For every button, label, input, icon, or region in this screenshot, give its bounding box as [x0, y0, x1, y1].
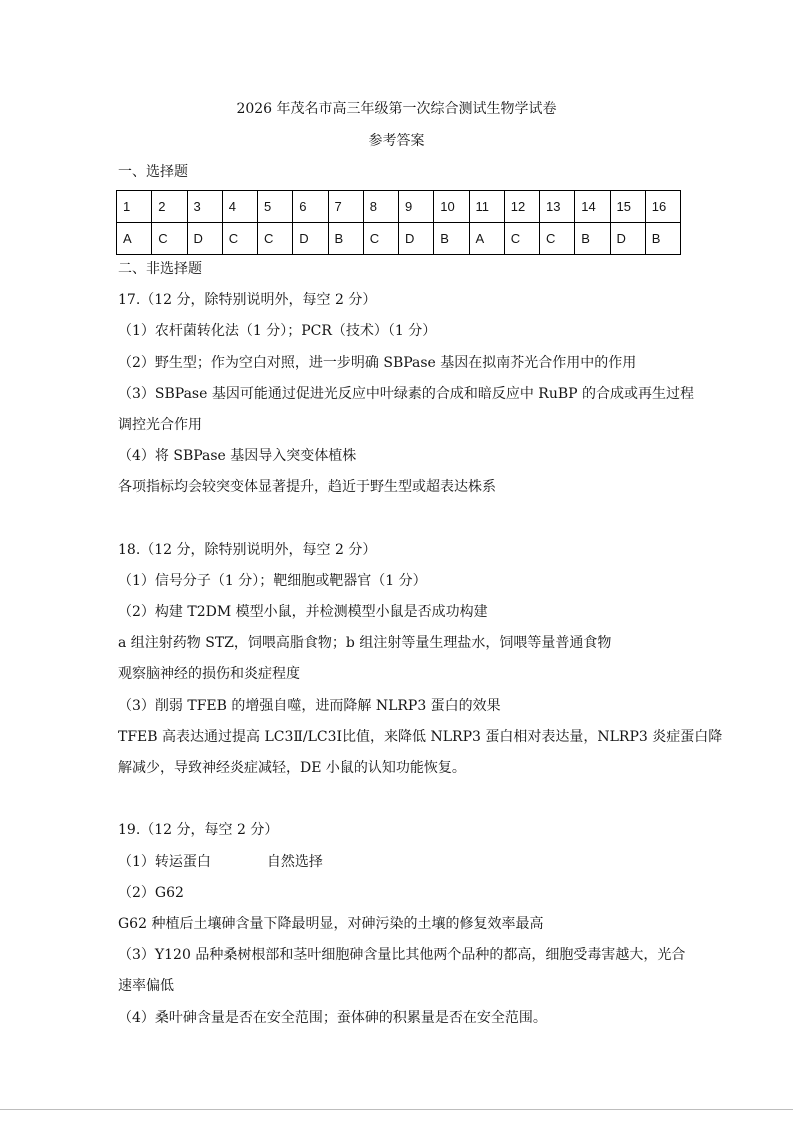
answer-cell: D — [293, 223, 328, 255]
answer-cell: C — [363, 223, 398, 255]
answer-line: （2）野生型；作为空白对照，进一步明确 SBPase 基因在拟南芥光合作用中的作用 — [118, 354, 637, 371]
question-number-cell: 5 — [258, 191, 293, 223]
answer-line: （2）构建 T2DM 模型小鼠，并检测模型小鼠是否成功构建 — [118, 604, 488, 621]
document-subtitle: 参考答案 — [368, 132, 425, 149]
question-number-cell: 10 — [434, 191, 469, 223]
answer-line: G62 种植后土壤砷含量下降最明显，对砷污染的土壤的修复效率最高 — [118, 915, 544, 932]
answer-cell: A — [117, 223, 152, 255]
blank-spacer — [118, 784, 718, 815]
answer-cell: C — [152, 223, 187, 255]
answer-line: （2）G62 — [118, 884, 184, 901]
answer-line: 解减少，导致神经炎症减轻，DE 小鼠的认知功能恢复。 — [118, 760, 466, 776]
document-title: 2026 年茂名市高三年级第一次综合测试生物学试卷 — [236, 101, 557, 117]
answer-cell: C — [258, 223, 293, 255]
answer-part-b: 自然选择 — [266, 853, 323, 870]
question-number-cell: 6 — [293, 191, 328, 223]
answer-line: 速率偏低 — [118, 978, 174, 995]
question-number-cell: 2 — [152, 191, 187, 223]
answer-line: （4）桑叶砷含量是否在安全范围；蚕体砷的积累量是否在安全范围。 — [118, 1009, 547, 1026]
answer-line: a 组注射药物 STZ，饲喂高脂食物；b 组注射等量生理盐水，饲喂等量普通食物 — [118, 635, 612, 652]
answer-line: 调控光合作用 — [118, 416, 202, 433]
question-number-cell: 11 — [469, 191, 504, 223]
answer-line: （3）削弱 TFEB 的增强自噬，进而降解 NLRP3 蛋白的效果 — [118, 697, 501, 714]
question-18-block — [118, 535, 723, 785]
answer-cell: D — [610, 223, 645, 255]
answer-line: （3）Y120 品种桑树根部和茎叶细胞砷含量比其他两个品种的都高，细胞受毒害越大，光合 — [118, 947, 686, 964]
question-18-header: 18.（12 分，除特别说明外，每空 2 分） — [118, 541, 377, 558]
answer-cell: D — [187, 223, 222, 255]
question-17-block — [118, 285, 718, 503]
answer-line: （3）SBPase 基因可能通过促进光反应中叶绿素的合成和暗反应中 RuBP 的合成或再生过程 — [118, 385, 695, 402]
question-number-cell: 9 — [399, 191, 434, 223]
question-number-row — [117, 191, 681, 223]
question-number-cell: 14 — [575, 191, 610, 223]
section-heading-non-choice: 二、非选择题 — [118, 261, 202, 277]
section-heading-choice: 一、选择题 — [118, 164, 188, 180]
answer-row — [117, 223, 681, 255]
question-number-cell: 7 — [328, 191, 363, 223]
answer-cell: C — [504, 223, 539, 255]
question-number-cell: 1 — [117, 191, 152, 223]
question-number-cell: 16 — [645, 191, 680, 223]
question-17-header: 17.（12 分，除特别说明外，每空 2 分） — [118, 292, 377, 309]
answer-cell: B — [328, 223, 363, 255]
answer-line: （4）将 SBPase 基因导入突变体植株 — [118, 448, 357, 465]
question-number-cell: 15 — [610, 191, 645, 223]
blank-spacer — [118, 504, 718, 535]
answer-cell: B — [645, 223, 680, 255]
question-number-cell: 12 — [504, 191, 539, 223]
question-number-cell: 3 — [187, 191, 222, 223]
answer-part-a: （1）转运蛋白 — [118, 853, 211, 870]
answer-cell: A — [469, 223, 504, 255]
answer-cell: D — [399, 223, 434, 255]
question-19-block — [118, 815, 718, 1033]
answer-line: 各项指标均会较突变体显著提升，趋近于野生型或超表达株系 — [118, 479, 496, 496]
answer-line: （1）农杆菌转化法（1 分）；PCR（技术）（1 分） — [118, 323, 437, 340]
answer-line: （1）信号分子（1 分）；靶细胞或靶器官（1 分） — [118, 572, 427, 589]
question-number-cell: 4 — [222, 191, 257, 223]
answer-cell: B — [434, 223, 469, 255]
answer-cell: C — [540, 223, 575, 255]
answer-cell: C — [222, 223, 257, 255]
page-footer-rule — [0, 1109, 793, 1110]
choice-answer-table — [116, 190, 681, 255]
answer-line: TFEB 高表达通过提高 LC3Ⅱ/LC3Ⅰ比值，来降低 NLRP3 蛋白相对表达量，NLRP3 炎症蛋白降 — [118, 728, 723, 745]
answer-line: 观察脑神经的损伤和炎症程度 — [118, 666, 300, 683]
question-19-header: 19.（12 分，每空 2 分） — [118, 822, 279, 839]
answer-line — [118, 847, 718, 878]
answer-cell: B — [575, 223, 610, 255]
question-number-cell: 8 — [363, 191, 398, 223]
non-choice-section — [118, 254, 723, 1034]
document-header — [0, 94, 793, 189]
question-number-cell: 13 — [540, 191, 575, 223]
